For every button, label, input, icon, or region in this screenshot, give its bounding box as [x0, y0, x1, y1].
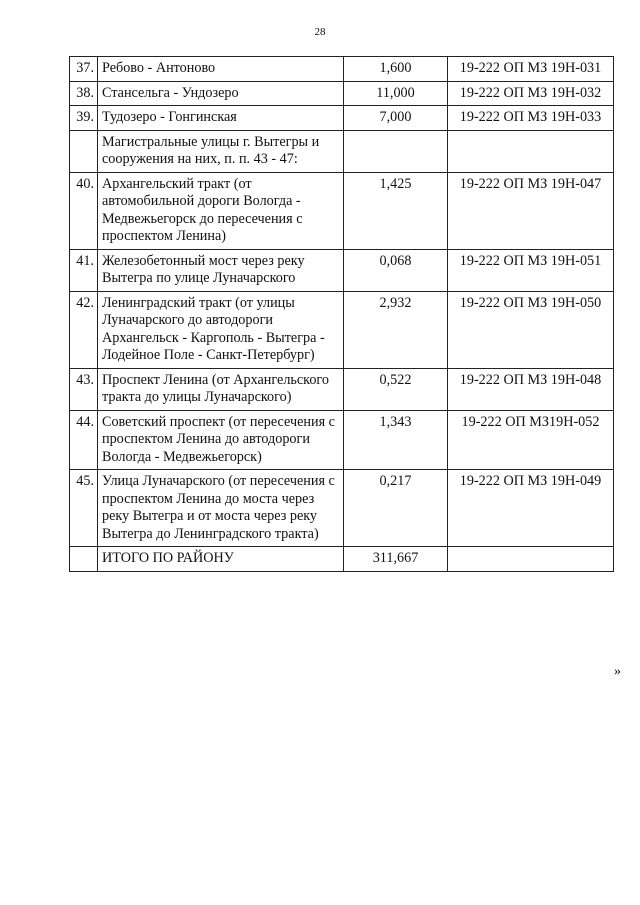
road-length: 0,522	[344, 368, 448, 410]
table-row	[70, 81, 614, 106]
road-length: 11,000	[344, 81, 448, 106]
road-code: 19-222 ОП МЗ19Н-052	[448, 410, 614, 470]
section-heading: Магистральные улицы г. Вытегры и сооружения на них, п. п. 43 - 47:	[98, 130, 344, 172]
page-number: 28	[314, 26, 326, 38]
road-name: Советский проспект (от пересечения с проспектом Ленина до автодороги Вологда - Медвежьегорск)	[98, 410, 344, 470]
row-number	[70, 130, 98, 172]
closing-quote-mark: »	[614, 664, 621, 679]
row-number: 37.	[70, 57, 98, 82]
road-length: 1,343	[344, 410, 448, 470]
road-code	[448, 130, 614, 172]
table-row	[70, 368, 614, 410]
road-name: Ленинградский тракт (от улицы Луначарского до автодороги Архангельск - Каргополь - Вытегра - Лодейное Поле - Санкт-Петербург)	[98, 291, 344, 368]
row-number	[70, 547, 98, 572]
row-number: 44.	[70, 410, 98, 470]
road-code: 19-222 ОП МЗ 19Н-048	[448, 368, 614, 410]
roads-table	[69, 56, 614, 572]
row-number: 38.	[70, 81, 98, 106]
road-code: 19-222 ОП МЗ 19Н-051	[448, 249, 614, 291]
road-length: 0,068	[344, 249, 448, 291]
table-row	[70, 57, 614, 82]
road-code: 19-222 ОП МЗ 19Н-031	[448, 57, 614, 82]
road-length: 0,217	[344, 470, 448, 547]
table-row	[70, 172, 614, 249]
road-code: 19-222 ОП МЗ 19Н-032	[448, 81, 614, 106]
road-code	[448, 547, 614, 572]
road-length: 1,600	[344, 57, 448, 82]
table-row-section-heading	[70, 130, 614, 172]
road-length: 1,425	[344, 172, 448, 249]
road-code: 19-222 ОП МЗ 19Н-050	[448, 291, 614, 368]
total-length: 311,667	[344, 547, 448, 572]
road-name: Стансельга - Ундозеро	[98, 81, 344, 106]
road-name: Улица Луначарского (от пересечения с проспектом Ленина до моста через реку Вытегра и от моста через реку Вытегра до Ленинградского тракта)	[98, 470, 344, 547]
row-number: 39.	[70, 106, 98, 131]
table-row	[70, 470, 614, 547]
road-name: Ребово - Антоново	[98, 57, 344, 82]
road-name: Тудозеро - Гонгинская	[98, 106, 344, 131]
total-label: ИТОГО ПО РАЙОНУ	[98, 547, 344, 572]
table-row	[70, 249, 614, 291]
row-number: 45.	[70, 470, 98, 547]
road-name: Проспект Ленина (от Архангельского тракта до улицы Луначарского)	[98, 368, 344, 410]
road-name: Железобетонный мост через реку Вытегра по улице Луначарского	[98, 249, 344, 291]
road-name: Архангельский тракт (от автомобильной дороги Вологда - Медвежьегорск до пересечения с проспектом Ленина)	[98, 172, 344, 249]
table-row	[70, 291, 614, 368]
road-code: 19-222 ОП МЗ 19Н-033	[448, 106, 614, 131]
row-number: 40.	[70, 172, 98, 249]
table-row	[70, 106, 614, 131]
road-code: 19-222 ОП МЗ 19Н-049	[448, 470, 614, 547]
road-length: 2,932	[344, 291, 448, 368]
road-length	[344, 130, 448, 172]
road-code: 19-222 ОП МЗ 19Н-047	[448, 172, 614, 249]
road-length: 7,000	[344, 106, 448, 131]
table-row	[70, 410, 614, 470]
row-number: 41.	[70, 249, 98, 291]
row-number: 43.	[70, 368, 98, 410]
table-row-total	[70, 547, 614, 572]
row-number: 42.	[70, 291, 98, 368]
